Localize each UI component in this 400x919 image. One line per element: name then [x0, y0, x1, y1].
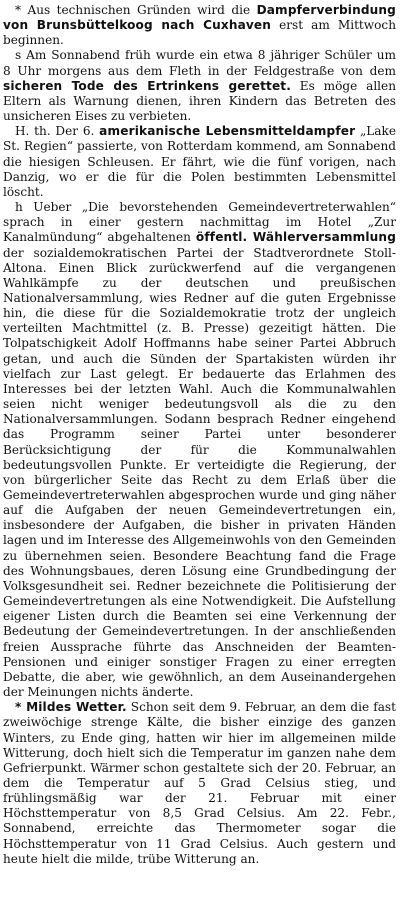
article-text: der sozialdemokratischen Partei der Stadtverordnete Stoll-Altona. Einen Blick zurückwerfend auf die vergangenen Wahlkämpfe zu der deutschen und preußischen Nationalversammlung, wies Redner auf die guten Ergebnisse hin, die diese für die Sozialdemokratie trotz der ungleich verteilten Machtmittel (z. B. Presse) gezeitigt hätten. Die Tolpatschigkeit Adolf Hoffmanns habe seiner Partei Abbruch getan, und auch die Sünden der Spartakisten würden ihr vielfach zur Last gelegt. Er bedauerte das Erlahmen des Interesses bei der letzten Wahl. Auch die Kommunalwahlen seien nicht weniger bedeutungsvoll als die zu den Nationalversammlungen. Sodann besprach Redner eingehend das Programm seiner Partei unter besonderer Berücksichtigung der für die Kommunalwahlen bedeutungsvollen Punkte. Er verteidigte die Regierung, der von bürgerlicher Seite das Recht zu dem Erlaß über die Gemeindevertreterwahlen abgesprochen wurde und ging näher auf die Aufgaben der neuen Gemeindevertretungen ein, insbesondere der Aufgaben, die bisher in privaten Händen lagen und im Interesse des Allgemeinwohls von den Gemeinden zu übernehmen seien. Besondere Beachtung fand die Frage des Wohnungsbaues, deren Lösung eine Grundbedingung der Volksgesundheit sei. Redner bezeichnete die Politisierung der Gemeindevertretungen als eine Notwendigkeit. Die Aufstellung eigener Listen durch die Beamten sei eine Verkennung der Bedeutung der Gemeindevertretungen. In der anschließenden freien Aussprache führte das Anschneiden der Beamten-Pensionen und einiger sonstiger Fragen zu einer erregten Debatte, die aber, wie gewöhnlich, an dem Auseinandergehen der Meinungen nichts änderte.: [3, 245, 396, 700]
article-text: * Aus technischen Gründen wird die: [15, 3, 257, 17]
article-headline: Dampferverbindung von Brunsbüttelkoog nach Cuxhaven: [3, 3, 396, 33]
article-food-steamer: [3, 124, 396, 200]
article-ferry-connection: [3, 3, 396, 48]
article-text: Es möge allen Eltern als Warnung dienen, ihren Kindern das Betreten des unsicheren Eises zu verbieten.: [3, 78, 396, 124]
article-text: H. th. Der 6.: [15, 124, 100, 139]
article-headline: * Mildes Wetter.: [15, 700, 127, 715]
article-text: erst am Mittwoch beginnen.: [3, 18, 396, 48]
article-text: s Am Sonnabend früh wurde ein etwa 8 jähriger Schüler um 8 Uhr morgens aus dem Fleth in der Feldgestraße von dem: [3, 48, 396, 78]
article-headline: amerikanische Lebensmitteldampfer: [99, 124, 356, 139]
article-text: „Lake St. Regien“ passierte, von Rotterdam kommend, am Sonnabend die hiesigen Schleusen. Er fährt, wie die fünf vorigen, nach Danzig, wo er die für die Polen bestimmten Lebensmittel löscht.: [3, 124, 396, 199]
article-voter-meeting: [3, 200, 396, 700]
article-headline: öffentl. Wählerversammlung: [195, 230, 396, 245]
article-text: Schon seit dem 9. Februar, an dem die fast zweiwöchige strenge Kälte, die bisher einzige des ganzen Winters, zu Ende ging, hatten wir hier im allgemeinen milde Witterung, doch hielt sich die Temperatur im ganzen nahe dem Gefrierpunkt. Wärmer schon gestaltete sich der 20. Februar, an dem die Temperatur auf 5 Grad Celsius stieg, und frühlingsmäßig war der 21. Februar mit einer Höchsttemperatur von 8,5 Grad Celsius. Am 22. Febr., Sonnabend, erreichte das Thermometer sogar die Höchsttemperatur von 11 Grad Celsius. Auch gestern und heute hielt die milde, trübe Witterung an.: [3, 700, 396, 866]
article-mild-weather: [3, 700, 396, 867]
article-drowning-rescue: [3, 48, 396, 124]
article-headline: sicheren Tode des Ertrinkens gerettet.: [3, 78, 291, 93]
article-text: h Ueber „Die bevorstehenden Gemeindevertreterwahlen“ sprach in einer gestern nachmittag im Hotel „Zur Kanalmündung“ abgehaltenen: [3, 200, 396, 245]
